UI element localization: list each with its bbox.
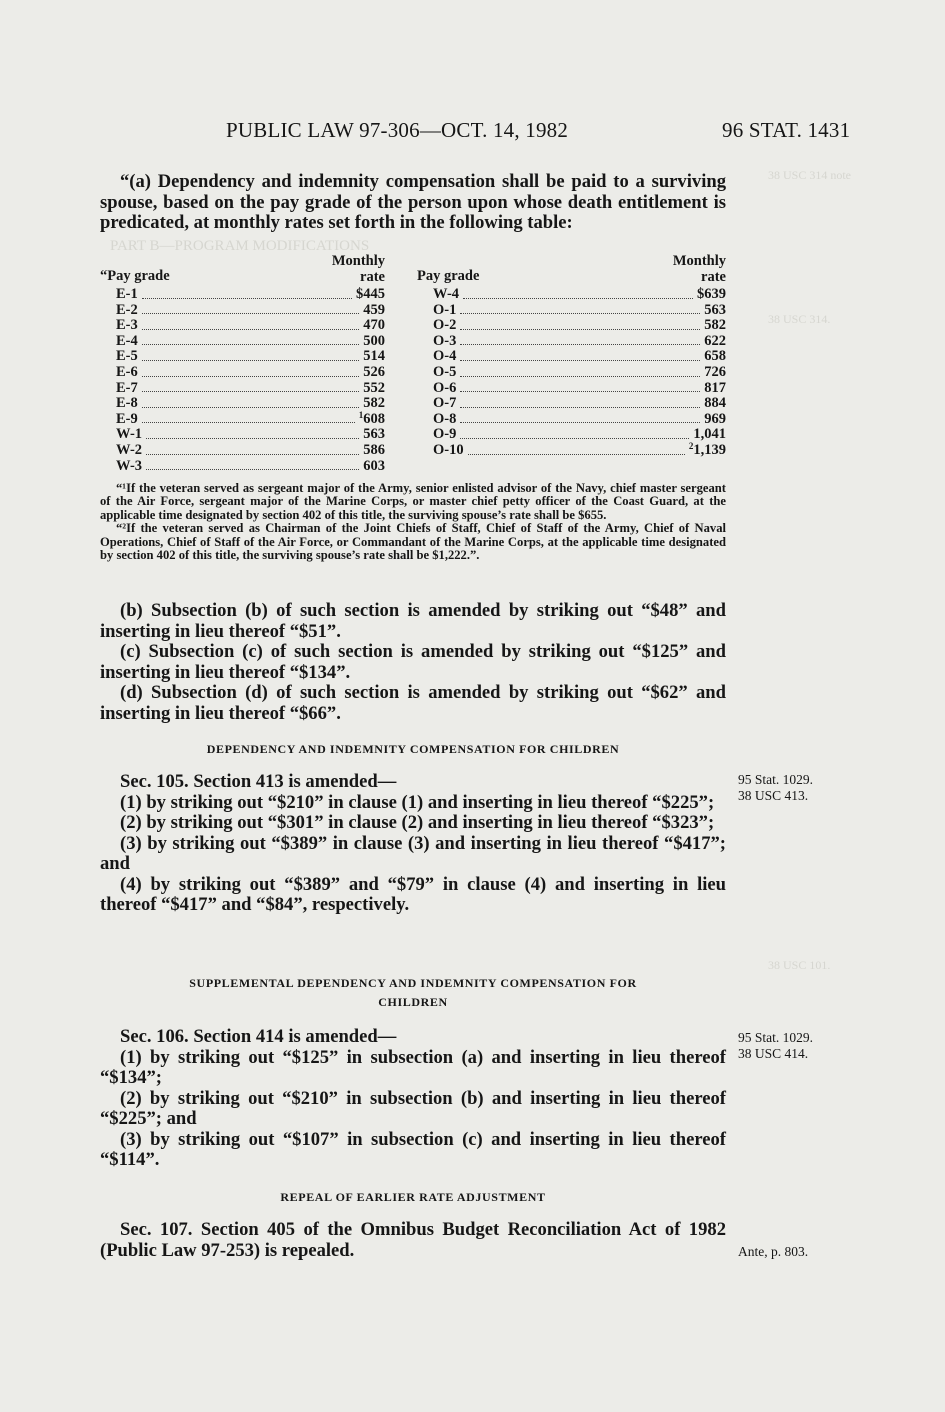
monthly-rate: 526 [363, 363, 385, 380]
pay-grade: W-4 [433, 286, 460, 302]
monthly-rate: 582 [704, 317, 726, 334]
section-105 [100, 772, 726, 916]
pay-grade: O-5 [433, 363, 457, 380]
table-row [100, 334, 385, 350]
section-item: (3) by striking out “$389” in clause (3) and inserting in lieu thereof “$417”; and [100, 832, 726, 874]
monthly-rate: 470 [363, 317, 385, 334]
dot-leader [468, 454, 685, 455]
dot-leader [146, 454, 359, 455]
dot-leader [460, 360, 700, 361]
pay-grade: W-2 [116, 441, 143, 458]
column-header: Monthly rate [331, 253, 385, 285]
dot-leader [460, 329, 700, 330]
table-row [417, 303, 726, 319]
dot-leader [460, 376, 700, 377]
intro-paragraph: “(a) Dependency and indemnity compensation shall be paid to a surviving spouse, based on the pay grade of the person upon whose death entitlement is predicated, at monthly rates set forth in the following table: [100, 171, 726, 233]
dot-leader [142, 344, 360, 345]
subsection-c: (c) Subsection (c) of such section is amended by striking out “$125” and inserting in lieu thereof “$134”. [100, 641, 726, 683]
monthly-rate: 514 [363, 348, 385, 365]
margin-note: 95 Stat. 1029. 38 USC 413. [738, 772, 814, 803]
monthly-rate: 622 [704, 332, 726, 349]
pay-grade: O-4 [433, 348, 457, 365]
running-header: PUBLIC LAW 97-306—OCT. 14, 1982 [226, 118, 569, 142]
pay-grade: O-10 [433, 441, 464, 458]
dot-leader [460, 422, 700, 423]
dot-leader [460, 438, 689, 439]
section-heading: SUPPLEMENTAL DEPENDENCY AND INDEMNITY COMPENSATION FOR CHILDREN [189, 976, 637, 1009]
footnotes [100, 482, 726, 562]
monthly-rate: 969 [704, 410, 726, 427]
pay-grade: E-1 [116, 286, 138, 302]
monthly-rate: 459 [363, 301, 385, 318]
table-row [100, 365, 385, 381]
table-row [100, 287, 385, 303]
pay-grade: E-3 [116, 317, 138, 334]
table-row [417, 287, 726, 303]
monthly-rate: 586 [363, 441, 385, 458]
footnote: “¹If the veteran served as sergeant major of the Army, senior enlisted advisor of the Navy, chief master sergeant of the Air Force, sergeant major of the Marine Corps, or master chief petty officer of the Coast Guard, at the applicable time designated by section 402 of this title, the surviving spouse’s rate shall be $655. [100, 481, 726, 522]
table-header [100, 254, 385, 287]
column-header: Monthly rate [672, 253, 726, 285]
section-item: (2) by striking out “$210” in subsection (b) and inserting in lieu thereof “$225”; and [100, 1087, 726, 1129]
column-header: “Pay grade [100, 268, 170, 284]
section-item: (1) by striking out “$125” in subsection (a) and inserting in lieu thereof “$134”; [100, 1046, 726, 1088]
table-row [417, 334, 726, 350]
section-item: (3) by striking out “$107” in subsection (c) and inserting in lieu thereof “$114”. [100, 1128, 726, 1170]
monthly-rate: 563 [704, 301, 726, 318]
footnote: “²If the veteran served as Chairman of the Joint Chiefs of Staff, Chief of Staff of the Army, Chief of Naval Operations, Chief of Staff of the Air Force, or Commandant of the Marine Corps, at the applicable time designated by section 402 of this title, the surviving spouse’s rate shall be $1,222.”. [100, 521, 726, 563]
table-row [417, 440, 726, 459]
section-item: (4) by striking out “$389” and “$79” in clause (4) and inserting in lieu thereof “$417” and “$84”, respectively. [100, 873, 726, 915]
pay-grade: O-7 [433, 395, 457, 412]
table-row [100, 396, 385, 412]
subsection-amendments [100, 601, 726, 724]
dot-leader [142, 298, 352, 299]
monthly-rate: 1,041 [693, 426, 726, 443]
dot-leader [142, 329, 360, 330]
pay-grade: O-9 [433, 426, 457, 443]
section-106 [100, 1027, 726, 1171]
pay-grade: O-3 [433, 332, 457, 349]
bleed-through: PART B—PROGRAM MODIFICATIONS [110, 238, 370, 254]
dot-leader [142, 360, 360, 361]
pay-grade: W-3 [116, 457, 143, 474]
monthly-rate: 603 [363, 457, 385, 474]
rate-table [100, 254, 726, 479]
monthly-rate: $^1$608 [358, 409, 385, 427]
page-number: 96 STAT. 1431 [722, 118, 851, 142]
section-intro: Sec. 105. Section 413 is amended— [120, 771, 397, 792]
table-row [100, 303, 385, 319]
dot-leader [460, 344, 700, 345]
column-header: Pay grade [417, 268, 480, 284]
table-row [417, 381, 726, 397]
pay-grade: E-2 [116, 301, 138, 318]
table-row [417, 427, 726, 443]
table-row [417, 365, 726, 381]
table-row [100, 459, 385, 475]
section-intro: Sec. 106. Section 414 is amended— [120, 1026, 397, 1047]
table-column-left [100, 254, 385, 474]
table-row [100, 443, 385, 459]
section-heading: DEPENDENCY AND INDEMNITY COMPENSATION FOR CHILDREN [206, 742, 620, 756]
dot-leader [142, 422, 355, 423]
bleed-through: 38 USC 314. [768, 312, 831, 326]
pay-grade: E-9 [116, 410, 138, 427]
section-107: Sec. 107. Section 405 of the Omnibus Budget Reconciliation Act of 1982 (Public Law 97-253) is repealed. [100, 1219, 726, 1261]
dot-leader [463, 298, 693, 299]
monthly-rate: $^2$1,139 [688, 440, 726, 458]
dot-leader [146, 469, 359, 470]
monthly-rate: 500 [363, 332, 385, 349]
pay-grade: E-5 [116, 348, 138, 365]
pay-grade: O-1 [433, 301, 457, 318]
section-item: (2) by striking out “$301” in clause (2) and inserting in lieu thereof “$323”; [120, 812, 715, 833]
table-row [100, 409, 385, 428]
monthly-rate: 817 [704, 379, 726, 396]
dot-leader [142, 313, 360, 314]
table-row [100, 318, 385, 334]
dot-leader [460, 391, 700, 392]
dot-leader [460, 407, 700, 408]
table-header [417, 254, 726, 287]
dot-leader [142, 407, 360, 408]
pay-grade: W-1 [116, 426, 143, 443]
margin-note: 95 Stat. 1029. 38 USC 414. [738, 1030, 814, 1061]
monthly-rate: $639 [697, 286, 726, 302]
dot-leader [460, 313, 700, 314]
monthly-rate: 582 [363, 395, 385, 412]
pay-grade: E-4 [116, 332, 138, 349]
monthly-rate: 884 [704, 395, 726, 412]
footnote-marker: 2 [688, 440, 694, 451]
pay-grade: E-8 [116, 395, 138, 412]
table-row [100, 381, 385, 397]
subsection-b: (b) Subsection (b) of such section is amended by striking out “$48” and inserting in lieu thereof “$51”. [100, 600, 726, 642]
margin-note: Ante, p. 803. [738, 1244, 809, 1259]
table-row [100, 349, 385, 365]
monthly-rate: 658 [704, 348, 726, 365]
section-heading: REPEAL OF EARLIER RATE ADJUSTMENT [280, 1190, 546, 1204]
subsection-d: (d) Subsection (d) of such section is amended by striking out “$62” and inserting in lieu thereof “$66”. [100, 682, 726, 724]
monthly-rate: $445 [356, 286, 385, 302]
pay-grade: O-2 [433, 317, 457, 334]
dot-leader [142, 391, 360, 392]
footnote-marker: 1 [358, 409, 364, 420]
table-column-right [417, 254, 726, 459]
pay-grade: E-7 [116, 379, 138, 396]
table-row [100, 427, 385, 443]
monthly-rate: 552 [363, 379, 385, 396]
monthly-rate: 726 [704, 363, 726, 380]
table-row [417, 396, 726, 412]
bleed-through: 38 USC 314 note [768, 168, 852, 182]
pay-grade: O-8 [433, 410, 457, 427]
monthly-rate: 563 [363, 426, 385, 443]
bleed-through: 38 USC 101. [768, 958, 831, 972]
pay-grade: E-6 [116, 363, 138, 380]
dot-leader [142, 376, 360, 377]
pay-grade: O-6 [433, 379, 457, 396]
table-row [417, 318, 726, 334]
dot-leader [146, 438, 359, 439]
section-item: (1) by striking out “$210” in clause (1) and inserting in lieu thereof “$225”; [120, 791, 715, 813]
table-row [417, 349, 726, 365]
table-row [417, 412, 726, 428]
